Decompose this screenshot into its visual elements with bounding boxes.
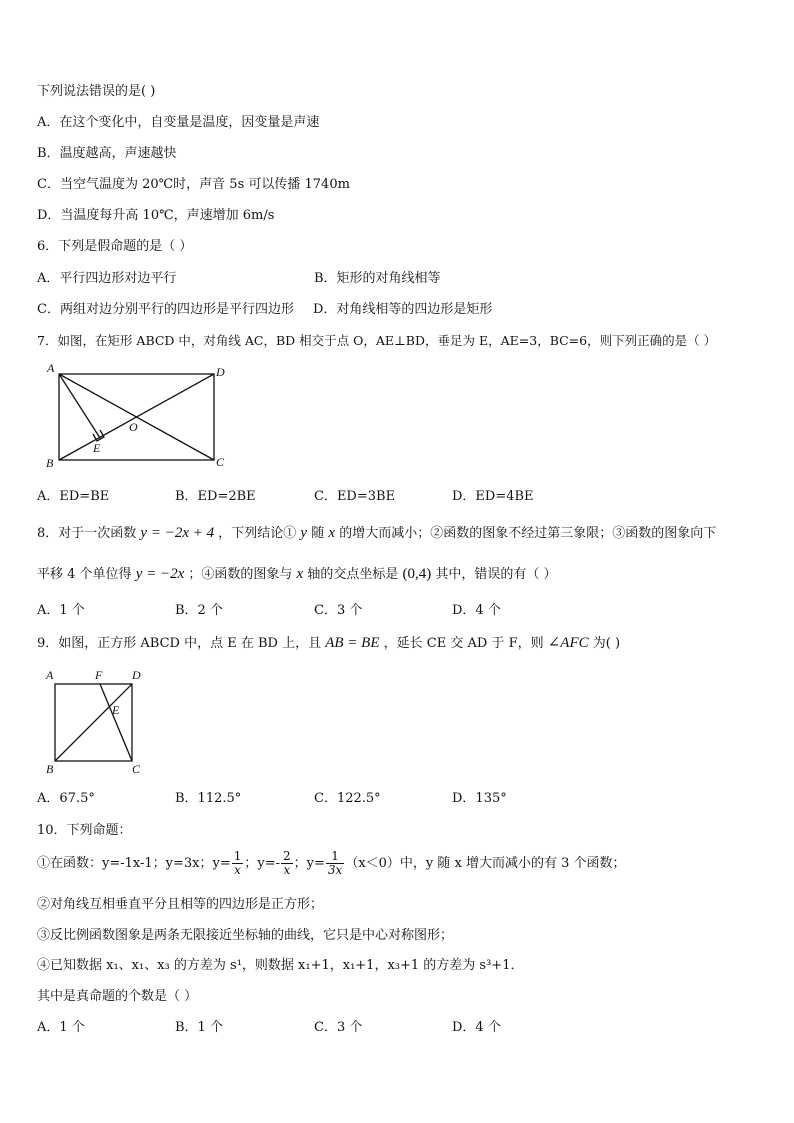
q8-x-variable: x <box>328 525 336 541</box>
q8-stem-line2 <box>37 566 557 583</box>
q9-angle: ∠AFC <box>547 635 589 651</box>
q9-option-d: D．135° <box>452 791 507 806</box>
q7-label-a: A <box>47 361 55 375</box>
q9-label-f: F <box>95 668 103 682</box>
q9-label-c: C <box>132 762 141 776</box>
q7-label-o: O <box>129 420 138 434</box>
q7-option-d: D．ED=4BE <box>452 489 534 504</box>
q9-option-c: C．122.5° <box>314 791 381 806</box>
q8-point: (0,4) <box>402 566 432 582</box>
q7-label-c: C <box>216 455 225 469</box>
q10-fraction-2-over-x: $\frac{2}{x}$ <box>283 849 291 877</box>
q9-label-d: D <box>132 668 141 682</box>
q8-option-b: B．2 个 <box>175 603 223 618</box>
q8-y-variable: y <box>300 525 308 541</box>
q10-option-c: C．3 个 <box>314 1020 363 1035</box>
q9-label-a: A <box>46 668 54 682</box>
q6-stem: 6．下列是假命题的是（ ） <box>37 239 193 254</box>
q5-option-a: A．在这个变化中，自变量是温度，因变量是声速 <box>37 115 320 130</box>
q9-label-e: E <box>112 703 120 717</box>
q9-option-a: A．67.5° <box>37 791 95 806</box>
q8-option-c: C．3 个 <box>314 603 363 618</box>
q10-item-2: ②对角线互相垂直平分且相等的四边形是正方形； <box>37 897 324 912</box>
q10-item1-post: （x＜0）中，y 随 x 增大而减小的有 3 个函数； <box>345 856 626 871</box>
q10-question: 其中是真命题的个数是（ ） <box>37 989 198 1004</box>
q9-stem-post: 为( ) <box>592 636 621 651</box>
q6-option-d: D．对角线相等的四边形是矩形 <box>313 302 493 317</box>
q10-option-a: A．1 个 <box>37 1020 85 1035</box>
q8-stem-line1 <box>37 525 716 542</box>
q10-item1-mid2: ；y= <box>293 856 325 871</box>
q9-option-b: B．112.5° <box>175 791 242 806</box>
q9-square-figure <box>40 664 150 780</box>
q5-option-c: C．当空气温度为 20℃时，声音 5s 可以传播 1740m <box>37 177 350 192</box>
q8-option-a: A．1 个 <box>37 603 85 618</box>
q8-line2-mid: ；④函数的图象与 <box>188 567 293 582</box>
q7-rectangle-figure <box>40 358 240 474</box>
q9-stem <box>37 635 620 652</box>
q8-option-d: D．4 个 <box>452 603 501 618</box>
q9-label-b: B <box>46 762 54 776</box>
q7-stem: 7．如图，在矩形 ABCD 中，对角线 AC，BD 相交于点 O，AE⊥BD，垂足为 E，AE=3，BC=6，则下列正确的是（ ） <box>37 333 717 348</box>
q8-stem-mid2: 随 <box>311 526 325 541</box>
q8-stem-post: 的增大而减小；②函数的图象不经过第三象限；③函数的图象向下 <box>339 526 717 541</box>
q8-stem-mid: ，下列结论① <box>218 526 297 541</box>
q10-item1-mid: ；y=- <box>244 856 281 871</box>
q10-item-3: ③反比例函数图象是两条无限接近坐标轴的曲线，它只是中心对称图形； <box>37 928 454 943</box>
q10-option-d: D．4 个 <box>452 1020 501 1035</box>
q9-equation: AB = BE <box>325 635 380 651</box>
q7-label-b: B <box>46 456 54 470</box>
q5-stem: 下列说法错误的是( ) <box>37 84 156 99</box>
q6-option-b: B．矩形的对角线相等 <box>314 271 441 286</box>
q8-line2-mid2: 轴的交点坐标是 <box>307 567 399 582</box>
q8-line2-pre: 平移 4 个单位得 <box>37 567 132 582</box>
q9-stem-mid: ，延长 CE 交 AD 于 F，则 <box>383 636 544 651</box>
q10-stem: 10．下列命题： <box>37 823 132 838</box>
q10-fraction-1-over-3x: $\frac{1}{3x}$ <box>327 849 343 877</box>
q8-function-shifted: y = −2x <box>135 566 185 582</box>
q7-label-d: D <box>216 365 225 379</box>
q9-stem-pre: 9．如图，正方形 ABCD 中，点 E 在 BD 上，且 <box>37 636 322 651</box>
q6-option-a: A．平行四边形对边平行 <box>37 271 177 286</box>
q7-label-e: E <box>93 441 101 455</box>
q5-option-b: B．温度越高，声速越快 <box>37 146 177 161</box>
q10-item-4: ④已知数据 x₁、x₁、x₃ 的方差为 s¹，则数据 x₁+1，x₁+1，x₃+1 的方差为 s³+1． <box>37 958 524 973</box>
q7-option-a: A．ED=BE <box>37 489 110 504</box>
q7-option-c: C．ED=3BE <box>314 489 396 504</box>
q10-option-b: B．1 个 <box>175 1020 223 1035</box>
q8-x-variable-2: x <box>296 566 304 582</box>
q10-fraction-1-over-x: $\frac{1}{x}$ <box>233 849 242 877</box>
q5-option-d: D．当温度每升高 10℃，声速增加 6m/s <box>37 208 275 223</box>
q10-item-1 <box>37 850 626 880</box>
q8-line2-post: 其中，错误的有（ ） <box>435 567 557 582</box>
q8-stem-pre: 8．对于一次函数 <box>37 526 137 541</box>
q7-option-b: B．ED=2BE <box>175 489 256 504</box>
q6-option-c: C．两组对边分别平行的四边形是平行四边形 <box>37 302 294 317</box>
q8-function: y = −2x + 4 <box>140 525 215 541</box>
q10-item1-pre: ①在函数：y=-1x-1；y=3x；y= <box>37 856 231 871</box>
